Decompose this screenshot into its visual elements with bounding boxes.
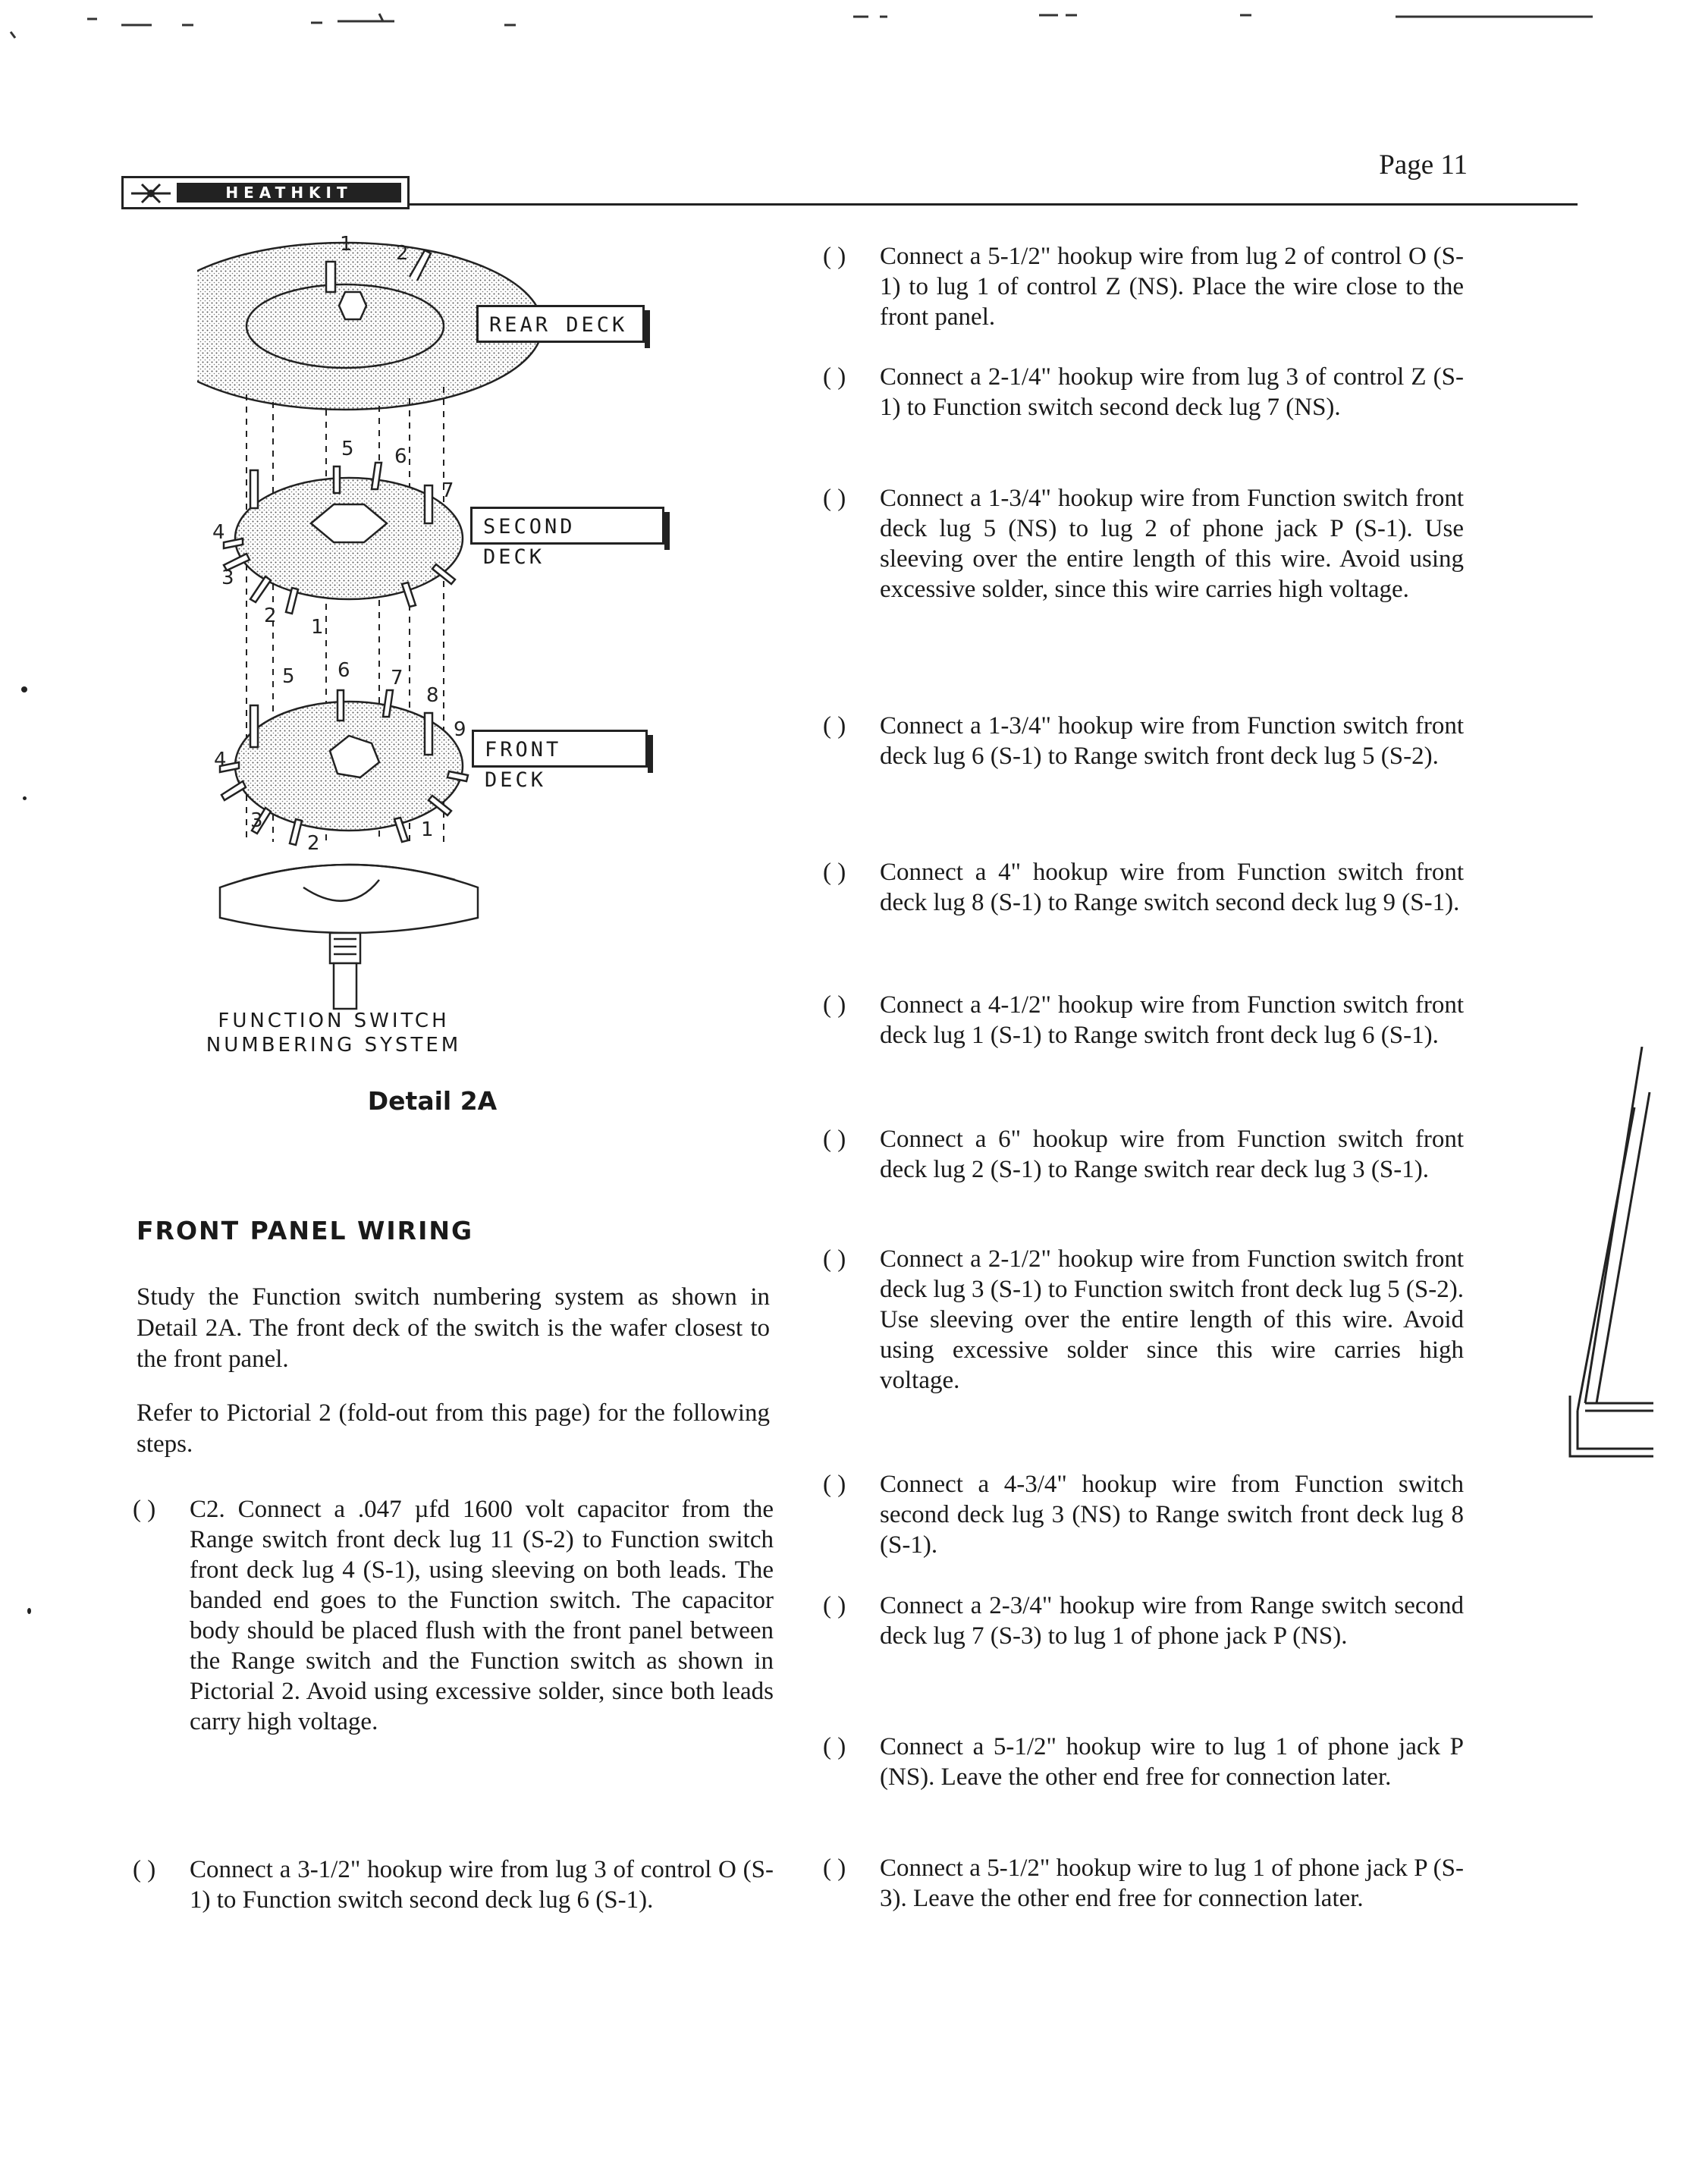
step-checkbox[interactable]: ( ): [823, 485, 846, 512]
checklist-step: [823, 1853, 1464, 1944]
lug-number: 2: [396, 242, 409, 265]
step-text: Connect a 5-1/2" hookup wire to lug 1 of phone jack P (NS). Leave the other end free for connection later.: [880, 1733, 1464, 1791]
step-text: Connect a 4-1/2" hookup wire from Function switch front deck lug 1 (S-1) to Range switch front deck lug 6 (S-1).: [880, 991, 1464, 1049]
checklist-step: [823, 241, 1464, 332]
logo-atom-icon: [130, 181, 172, 206]
step-checkbox[interactable]: ( ): [133, 1496, 156, 1523]
checklist-step: [823, 1591, 1464, 1682]
checklist-step: [133, 1854, 774, 1953]
checklist-step: [823, 1124, 1464, 1215]
step-text: Connect a 4" hookup wire from Function switch front deck lug 8 (S-1) to Range switch second deck lug 9 (S-1).: [880, 859, 1464, 916]
step-text: C2. Connect a .047 µfd 1600 volt capacitor from the Range switch front deck lug 11 (S-2) to Function switch front deck lug 4 (S-1), using sleeving on both leads. The banded end goes to the Function switch. The capacitor body should be placed flush with the front panel between the Range switch and the Function switch as shown in Pictorial 2. Avoid using excessive solder, since both leads carry high voltage.: [190, 1496, 774, 1735]
step-checkbox[interactable]: ( ): [823, 1592, 846, 1619]
lug-number: 3: [221, 567, 234, 589]
step-text: Connect a 6" hookup wire from Function switch front deck lug 2 (S-1) to Range switch rear deck lug 3 (S-1).: [880, 1126, 1464, 1183]
step-checkbox[interactable]: ( ): [133, 1856, 156, 1883]
lug-number: 2: [307, 832, 320, 855]
caption-line-2: NUMBERING SYSTEM: [206, 1034, 462, 1057]
step-checkbox[interactable]: ( ): [823, 859, 846, 886]
foldout-edge-artifact: [1562, 1047, 1653, 1471]
scan-artifacts: [0, 0, 1708, 46]
checklist-step: [823, 1732, 1464, 1823]
lug-number: 5: [341, 438, 354, 460]
lug-number: 1: [311, 616, 324, 639]
section-title: FRONT PANEL WIRING: [137, 1216, 474, 1245]
step-checkbox[interactable]: ( ): [823, 1471, 846, 1498]
lug-number: 1: [421, 818, 434, 841]
header-rule: [410, 203, 1578, 206]
lug-number: 8: [426, 684, 439, 707]
lug-number: 4: [214, 749, 227, 771]
step-checkbox[interactable]: ( ): [823, 243, 846, 270]
function-switch-diagram: [197, 220, 743, 1024]
step-checkbox[interactable]: ( ): [823, 991, 846, 1019]
caption-line-1: FUNCTION SWITCH: [218, 1010, 450, 1032]
margin-speck: [23, 796, 27, 800]
lug-number: 3: [250, 809, 263, 832]
lug-number: 6: [338, 659, 350, 682]
logo-wordmark: HEATHKIT: [177, 183, 401, 203]
detail-title: Detail 2A: [367, 1086, 498, 1116]
checklist-step: [823, 711, 1464, 802]
lug-number: 7: [391, 667, 403, 689]
step-text: Connect a 1-3/4" hookup wire from Function switch front deck lug 6 (S-1) to Range switch front deck lug 5 (S-2).: [880, 712, 1464, 770]
step-checkbox[interactable]: ( ): [823, 363, 846, 391]
step-checkbox[interactable]: ( ): [823, 712, 846, 740]
page-header: [121, 173, 1456, 215]
step-text: Connect a 2-1/4" hookup wire from lug 3 of control Z (S-1) to Function switch second deck lug 7 (NS).: [880, 363, 1464, 421]
lug-number: 1: [340, 233, 353, 256]
step-text: Connect a 3-1/2" hookup wire from lug 3 of control O (S-1) to Function switch second deck lug 6 (S-1).: [190, 1856, 774, 1914]
step-text: Connect a 4-3/4" hookup wire from Function switch second deck lug 3 (NS) to Range switch front deck lug 8 (S-1).: [880, 1471, 1464, 1559]
lug-number: 4: [212, 521, 225, 544]
checklist-step: [823, 1244, 1464, 1426]
lug-number: 5: [282, 665, 295, 688]
checklist-step: [133, 1494, 774, 1798]
step-checkbox[interactable]: ( ): [823, 1733, 846, 1760]
diagram-caption: [190, 1009, 478, 1057]
step-text: Connect a 2-3/4" hookup wire from Range switch second deck lug 7 (S-3) to lug 1 of phone jack P (NS).: [880, 1592, 1464, 1650]
heathkit-logo: [121, 176, 410, 209]
step-checkbox[interactable]: ( ): [823, 1126, 846, 1153]
checklist-step: [823, 857, 1464, 948]
step-checkbox[interactable]: ( ): [823, 1245, 846, 1273]
intro-paragraph: Refer to Pictorial 2 (fold-out from this page) for the following steps.: [137, 1399, 770, 1458]
page-number: Page 11: [1379, 149, 1468, 181]
checklist-step: [823, 990, 1464, 1081]
second-deck-label: SECOND DECK: [470, 507, 664, 545]
step-text: Connect a 1-3/4" hookup wire from Function switch front deck lug 5 (NS) to lug 2 of phone jack P (S-1). Use sleeving over the entire length of this wire. Avoid using excessive solder, since this wire carries high voltage.: [880, 485, 1464, 603]
lug-number: 7: [441, 479, 454, 502]
rear-deck-label: REAR DECK: [476, 305, 645, 343]
lug-number: 9: [454, 718, 466, 741]
checklist-step: [823, 1469, 1464, 1560]
step-checkbox[interactable]: ( ): [823, 1854, 846, 1882]
front-deck-label: FRONT DECK: [472, 730, 648, 768]
margin-speck: [21, 686, 27, 692]
step-text: Connect a 2-1/2" hookup wire from Function switch front deck lug 3 (S-1) to Function switch front deck lug 5 (S-2). Use sleeving over the entire length of this wire. Avoid using excessive solder since this wire carries high voltage.: [880, 1245, 1464, 1394]
lug-number: 6: [394, 445, 407, 468]
checklist-step: [823, 483, 1464, 635]
margin-speck: [27, 1608, 31, 1614]
switch-wafer-drawing: [197, 220, 743, 1024]
checklist-step: [823, 362, 1464, 453]
step-text: Connect a 5-1/2" hookup wire from lug 2 of control O (S-1) to lug 1 of control Z (NS). Place the wire close to the front panel.: [880, 243, 1464, 331]
lug-number: 2: [264, 605, 277, 627]
step-text: Connect a 5-1/2" hookup wire to lug 1 of phone jack P (S-3). Leave the other end free for connection later.: [880, 1854, 1464, 1912]
intro-paragraph: Study the Function switch numbering system as shown in Detail 2A. The front deck of the switch is the wafer closest to the front panel.: [137, 1283, 770, 1373]
